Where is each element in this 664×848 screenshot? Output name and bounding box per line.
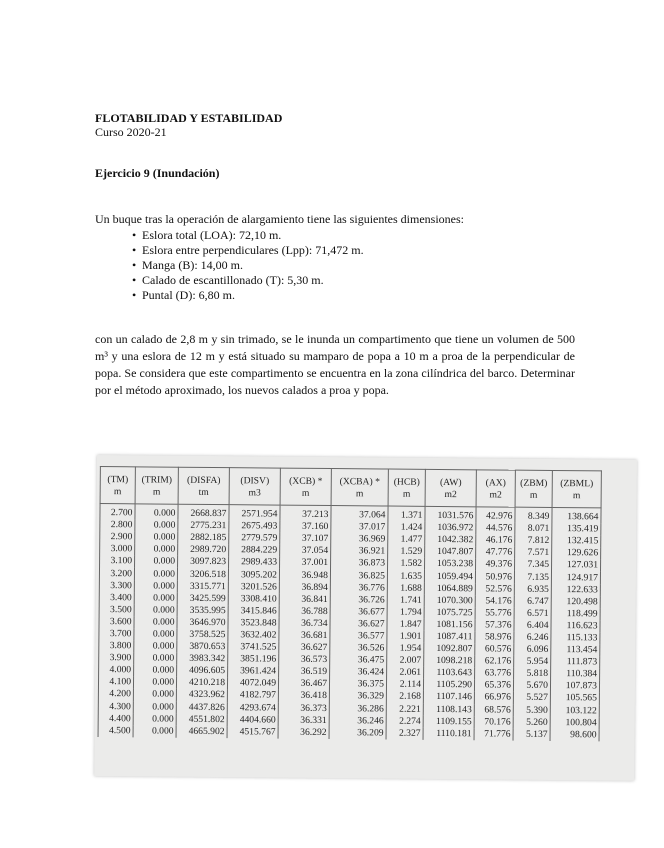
table-cell: 2884.229 xyxy=(229,544,280,557)
table-cell: 3961.424 xyxy=(228,665,279,678)
table-cell: 0.000 xyxy=(134,604,177,616)
table-cell: 3315.771 xyxy=(177,580,228,593)
table-cell: 0.000 xyxy=(133,713,176,725)
table-cell: 4665.902 xyxy=(176,725,227,738)
table-cell: 52.576 xyxy=(475,583,514,595)
table-cell: 3415.846 xyxy=(228,605,279,618)
table-cell: 124.917 xyxy=(551,571,600,584)
table-cell: 63.776 xyxy=(475,668,514,680)
table-cell: 3.900 xyxy=(99,652,134,664)
table-cell: 6.747 xyxy=(514,595,551,607)
table-cell: 49.376 xyxy=(476,559,515,571)
table-cell: 5.137 xyxy=(513,728,550,740)
table-cell: 57.376 xyxy=(475,619,514,631)
table-cell: 5.390 xyxy=(513,704,550,716)
table-cell: 3.600 xyxy=(99,616,134,628)
problem-statement: con un calado de 2,8 m y sin trimado, se le inunda un compartimento que tiene un volumen de 500 m³ y una eslora de 12 m y está situado su mamparo de popa a 10 m a proa de la perpendicular de popa. Se considera que este compartimento se encuentra en la zona cilíndrica del barco. Determinar por el método aproximado, los nuevos calados a proa y popa. xyxy=(95,332,575,397)
table-cell: 0.000 xyxy=(135,519,178,531)
table-cell: 1107.146 xyxy=(423,691,474,704)
table-cell: 1.582 xyxy=(388,558,425,570)
table-cell: 98.600 xyxy=(550,729,599,742)
table-cell: 115.133 xyxy=(551,632,600,645)
table-cell: 0.000 xyxy=(134,652,177,664)
table-cell: 36.375 xyxy=(329,678,386,691)
table-cell: 4515.767 xyxy=(227,726,278,739)
table-cell: 0.000 xyxy=(134,592,177,604)
table-cell: 66.976 xyxy=(474,692,513,704)
exercise-title: Ejercicio 9 (Inundación) xyxy=(95,166,220,180)
table-cell: 1.529 xyxy=(388,546,425,558)
dimension-loa: • Eslora total (LOA): 72,10 m. xyxy=(132,228,364,243)
table-cell: 4.100 xyxy=(98,676,133,688)
table-cell: 3.100 xyxy=(100,555,135,567)
table-cell: 0.000 xyxy=(134,665,177,677)
table-cell: 129.626 xyxy=(552,547,601,560)
table-cell: 1053.238 xyxy=(425,558,476,571)
table-cell: 111.873 xyxy=(551,656,600,669)
column-header: (DISFA) tm xyxy=(178,467,229,504)
table-cell: 58.976 xyxy=(475,631,514,643)
table-cell: 36.467 xyxy=(278,678,329,691)
table-cell: 36.677 xyxy=(330,606,387,619)
table-cell: 118.499 xyxy=(551,608,600,621)
column-header: (ZBML) m xyxy=(552,470,601,507)
table-cell: 36.329 xyxy=(329,690,386,703)
table-cell: 2775.231 xyxy=(178,520,229,533)
table-cell: 2.700 xyxy=(100,504,135,520)
table-cell: 42.976 xyxy=(476,507,515,523)
table-cell: 5.260 xyxy=(513,716,550,728)
table-cell: 4.000 xyxy=(99,664,134,676)
table-cell: 36.969 xyxy=(331,533,388,546)
table-cell: 4072.049 xyxy=(227,677,278,690)
table-cell: 6.246 xyxy=(514,632,551,644)
table-cell: 3425.599 xyxy=(177,592,228,605)
table-cell: 36.734 xyxy=(279,617,330,630)
table-cell: 4.200 xyxy=(98,688,133,700)
table-cell: 0.000 xyxy=(135,532,178,544)
table-cell: 2779.579 xyxy=(229,532,280,545)
table-cell: 0.000 xyxy=(134,640,177,652)
table-cell: 4323.962 xyxy=(176,689,227,702)
table-cell: 1098.218 xyxy=(424,655,475,668)
table-cell: 0.000 xyxy=(133,701,176,713)
table-cell: 100.804 xyxy=(550,717,599,730)
table-cell: 2989.720 xyxy=(178,544,229,557)
table-cell: 36.519 xyxy=(279,666,330,679)
table-cell: 36.894 xyxy=(279,581,330,594)
dimension-depth: • Puntal (D): 6,80 m. xyxy=(132,288,364,303)
table-cell: 36.418 xyxy=(278,690,329,703)
table-cell: 2.061 xyxy=(387,667,424,679)
table-cell: 6.935 xyxy=(514,583,551,595)
table-cell: 0.000 xyxy=(133,725,176,737)
dimension-draft: • Calado de escantillonado (T): 5,30 m. xyxy=(132,273,364,288)
column-header: (TRIM) m xyxy=(135,467,178,504)
document-title: FLOTABILIDAD Y ESTABILIDAD xyxy=(95,111,283,125)
table-cell: 3095.202 xyxy=(228,569,279,582)
table-cell: 65.376 xyxy=(474,680,513,692)
table-cell: 1042.382 xyxy=(425,534,476,547)
table-cell: 2.221 xyxy=(386,703,423,715)
table-cell: 1070.300 xyxy=(424,595,475,608)
table-cell: 2989.433 xyxy=(229,557,280,570)
table-cell: 1110.181 xyxy=(423,728,474,741)
table-cell: 4.300 xyxy=(98,701,133,713)
table-cell: 1.635 xyxy=(387,570,424,582)
table-cell: 3097.823 xyxy=(178,556,229,569)
column-header: (ZBM) m xyxy=(515,470,552,507)
table-cell: 36.526 xyxy=(330,642,387,655)
table-cell: 3308.410 xyxy=(228,593,279,606)
table-cell: 1.847 xyxy=(387,618,424,630)
table-cell: 107.873 xyxy=(550,680,599,693)
table-cell: 1059.494 xyxy=(424,570,475,583)
table-cell: 55.776 xyxy=(475,607,514,619)
table-cell: 113.454 xyxy=(551,644,600,657)
table-cell: 68.576 xyxy=(474,704,513,716)
column-header: (TM) m xyxy=(100,467,135,504)
table-cell: 5.527 xyxy=(513,692,550,704)
table-cell: 6.096 xyxy=(514,644,551,656)
table-cell: 37.001 xyxy=(280,557,331,570)
table-cell: 2.274 xyxy=(386,715,423,727)
table-cell: 3646.970 xyxy=(177,617,228,630)
table-cell: 4293.674 xyxy=(227,702,278,715)
table-cell: 5.954 xyxy=(514,656,551,668)
table-cell: 60.576 xyxy=(475,643,514,655)
column-header: (HCB) m xyxy=(388,469,425,506)
table-cell: 37.054 xyxy=(280,545,331,558)
table-cell: 1.477 xyxy=(388,534,425,546)
table-cell: 71.776 xyxy=(474,728,513,740)
table-cell: 0.000 xyxy=(134,616,177,628)
table-cell: 36.681 xyxy=(279,630,330,643)
table-cell: 2.007 xyxy=(387,655,424,667)
table-cell: 47.776 xyxy=(476,547,515,559)
table-cell: 2668.837 xyxy=(178,504,229,520)
dimension-lpp: • Eslora entre perpendiculares (Lpp): 71,472 m. xyxy=(132,243,364,258)
hydrostatic-table-photo xyxy=(94,455,637,781)
table-cell: 4404.660 xyxy=(227,714,278,727)
column-header: (AX) m2 xyxy=(476,470,515,507)
table-cell: 36.286 xyxy=(329,703,386,716)
table-cell: 1108.143 xyxy=(423,703,474,716)
table-cell: 36.627 xyxy=(279,642,330,655)
table-cell: 3.700 xyxy=(99,628,134,640)
table-cell: 1.688 xyxy=(387,582,424,594)
table-cell: 5.670 xyxy=(513,680,550,692)
table-cell: 3.200 xyxy=(99,567,134,579)
table-cell: 1092.807 xyxy=(424,643,475,656)
table-cell: 36.331 xyxy=(278,714,329,727)
column-header: (DISV) m3 xyxy=(229,468,280,505)
table-cell: 3.800 xyxy=(99,640,134,652)
table-cell: 1109.155 xyxy=(423,715,474,728)
table-cell: 3206.518 xyxy=(177,568,228,581)
table-cell: 36.627 xyxy=(330,618,387,631)
table-cell: 0.000 xyxy=(133,689,176,701)
table-cell: 103.122 xyxy=(550,704,599,717)
table-cell: 7.135 xyxy=(514,571,551,583)
table-cell: 3.500 xyxy=(99,604,134,616)
table-cell: 36.841 xyxy=(279,593,330,606)
table-cell: 36.726 xyxy=(330,594,387,607)
table-cell: 0.000 xyxy=(135,504,178,520)
table-cell: 1064.889 xyxy=(424,582,475,595)
intro-text: Un buque tras la operación de alargamiento tiene las siguientes dimensiones: xyxy=(95,212,465,226)
table-cell: 135.419 xyxy=(552,523,601,536)
table-cell: 0.000 xyxy=(135,544,178,556)
table-cell: 0.000 xyxy=(134,628,177,640)
table-cell: 8.349 xyxy=(515,507,552,523)
table-cell: 36.873 xyxy=(331,557,388,570)
column-header: (XCBA) * m xyxy=(331,469,388,506)
table-cell: 37.160 xyxy=(280,521,331,534)
table-cell: 116.623 xyxy=(551,620,600,633)
table-cell: 2.900 xyxy=(100,531,135,543)
table-cell: 3535.995 xyxy=(177,604,228,617)
table-cell: 4437.826 xyxy=(176,701,227,714)
table-cell: 2.168 xyxy=(386,691,423,703)
table-cell: 3201.526 xyxy=(228,581,279,594)
table-cell: 4.500 xyxy=(98,725,133,737)
column-header: (AW) m2 xyxy=(425,469,476,506)
table-cell: 62.176 xyxy=(475,655,514,667)
table-cell: 3632.402 xyxy=(228,629,279,642)
table-cell: 36.424 xyxy=(330,666,387,679)
table-cell: 3523.848 xyxy=(228,617,279,630)
table-cell: 36.475 xyxy=(330,654,387,667)
table-cell: 105.565 xyxy=(550,692,599,705)
table-cell: 8.071 xyxy=(515,523,552,535)
course-label: Curso 2020-21 xyxy=(95,125,167,139)
dimension-beam: • Manga (B): 14,00 m. xyxy=(132,258,364,273)
table-cell: 36.948 xyxy=(279,569,330,582)
table-cell: 2882.185 xyxy=(178,532,229,545)
table-cell: 5.818 xyxy=(514,668,551,680)
table-cell: 37.213 xyxy=(280,505,331,521)
table-cell: 3741.525 xyxy=(228,641,279,654)
table-cell: 127.031 xyxy=(552,559,601,572)
hydrostatic-table xyxy=(98,466,602,741)
table-cell: 54.176 xyxy=(475,595,514,607)
table-cell: 1.954 xyxy=(387,643,424,655)
table-cell: 36.209 xyxy=(329,727,386,740)
table-cell: 3758.525 xyxy=(177,629,228,642)
table-cell: 50.976 xyxy=(475,571,514,583)
table-cell: 4551.802 xyxy=(176,713,227,726)
table-cell: 2675.493 xyxy=(229,520,280,533)
table-cell: 3851.196 xyxy=(228,653,279,666)
table-cell: 132.415 xyxy=(552,535,601,548)
table-cell: 4210.218 xyxy=(176,677,227,690)
table-cell: 6.404 xyxy=(514,619,551,631)
table-cell: 36.577 xyxy=(330,630,387,643)
table-cell: 3.400 xyxy=(99,592,134,604)
table-cell: 120.498 xyxy=(551,596,600,609)
table-cell: 0.000 xyxy=(134,568,177,580)
table-body xyxy=(98,504,601,742)
table-cell: 0.000 xyxy=(133,677,176,689)
table-cell: 1081.156 xyxy=(424,619,475,632)
dimensions-list xyxy=(132,228,364,303)
table-cell: 36.825 xyxy=(330,570,387,583)
column-header: (XCB) * m xyxy=(280,468,331,505)
table-cell: 1031.576 xyxy=(425,506,476,522)
table-cell: 37.017 xyxy=(331,521,388,534)
table-cell: 37.064 xyxy=(331,506,388,522)
table-cell: 2571.954 xyxy=(229,505,280,521)
table-cell: 1047.807 xyxy=(425,546,476,559)
table-cell: 7.571 xyxy=(515,547,552,559)
table-cell: 1.424 xyxy=(388,522,425,534)
table-cell: 1.371 xyxy=(388,506,425,522)
table-cell: 46.176 xyxy=(476,534,515,546)
table-cell: 70.176 xyxy=(474,716,513,728)
table-cell: 4096.605 xyxy=(177,665,228,678)
table-cell: 7.812 xyxy=(515,535,552,547)
table-cell: 1.794 xyxy=(387,606,424,618)
table-cell: 37.107 xyxy=(280,533,331,546)
table-header-row xyxy=(100,467,601,508)
table-cell: 6.571 xyxy=(514,607,551,619)
table-cell: 4182.797 xyxy=(227,690,278,703)
table-cell: 36.573 xyxy=(279,654,330,667)
table-cell: 4.400 xyxy=(98,713,133,725)
table-cell: 36.373 xyxy=(278,702,329,715)
table-cell: 1087.411 xyxy=(424,631,475,644)
table-cell: 3.000 xyxy=(100,543,135,555)
table-cell: 1103.643 xyxy=(424,667,475,680)
table-cell: 36.921 xyxy=(331,545,388,558)
table-cell: 3870.653 xyxy=(177,641,228,654)
table-cell: 36.246 xyxy=(329,715,386,728)
table-cell: 0.000 xyxy=(135,556,178,568)
table-cell: 1036.972 xyxy=(425,522,476,535)
table-cell: 2.327 xyxy=(386,727,423,739)
table-cell: 1075.725 xyxy=(424,607,475,620)
table-cell: 2.114 xyxy=(386,679,423,691)
table-cell: 0.000 xyxy=(134,580,177,592)
table-cell: 44.576 xyxy=(476,522,515,534)
table-cell: 36.788 xyxy=(279,605,330,618)
table-cell: 138.664 xyxy=(552,507,601,523)
table-cell: 122.633 xyxy=(551,584,600,597)
table-cell: 36.776 xyxy=(330,582,387,595)
table-cell: 3983.342 xyxy=(177,653,228,666)
table-cell: 36.292 xyxy=(278,726,329,739)
table-cell: 3.300 xyxy=(99,580,134,592)
table-cell: 1.901 xyxy=(387,630,424,642)
table-cell: 110.384 xyxy=(551,668,600,681)
table-cell: 7.345 xyxy=(515,559,552,571)
table-cell: 2.800 xyxy=(100,519,135,531)
table-cell: 1.741 xyxy=(387,594,424,606)
table-cell: 1105.290 xyxy=(423,679,474,692)
